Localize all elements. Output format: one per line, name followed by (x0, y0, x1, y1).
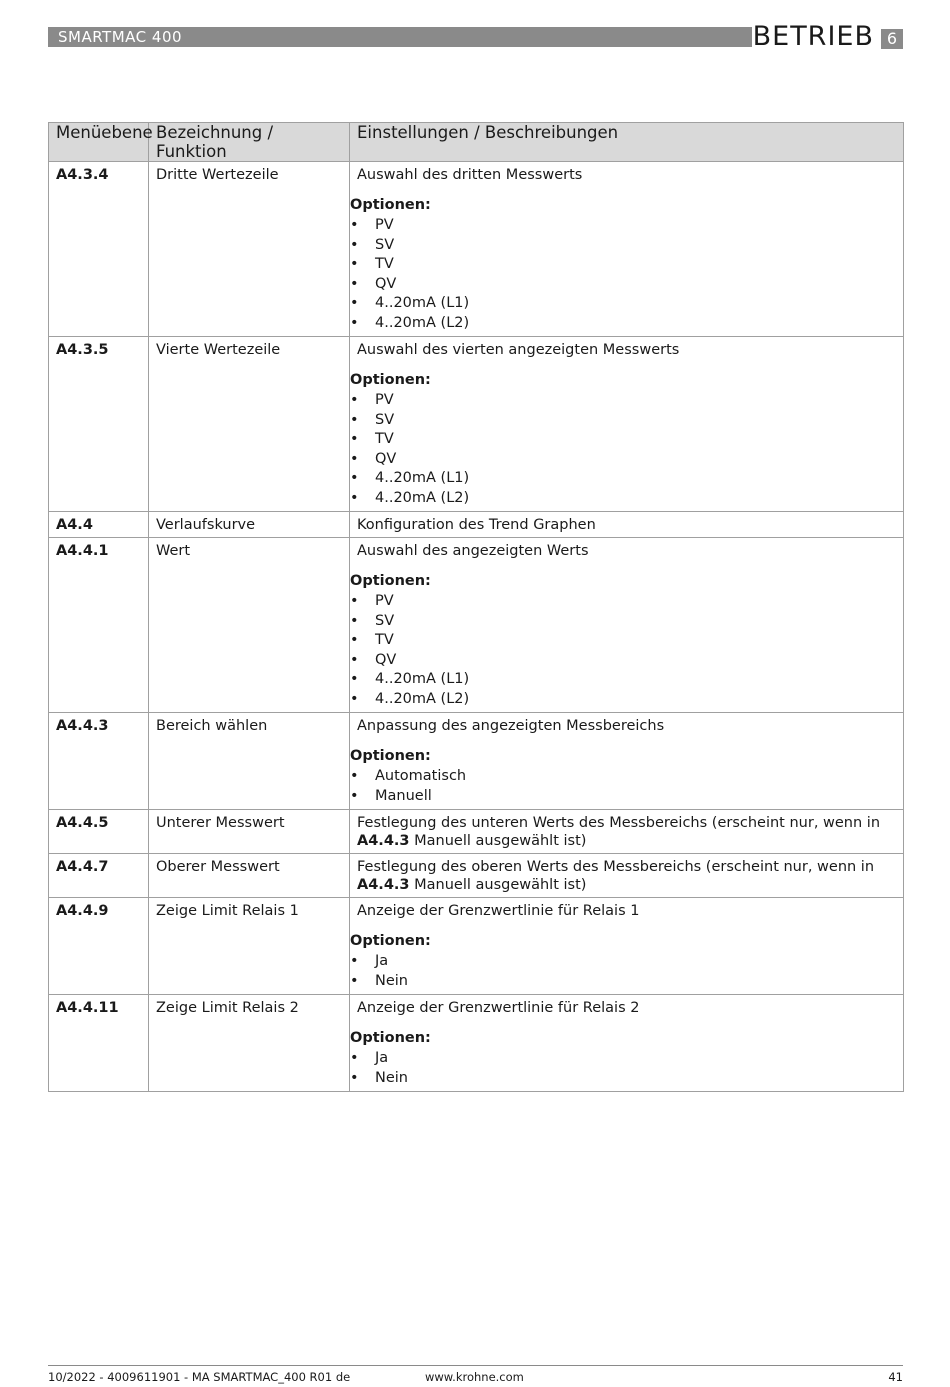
list-item: • TV (350, 631, 896, 651)
list-item: • Ja (350, 952, 896, 972)
options-list (350, 1049, 896, 1088)
table-row (49, 898, 904, 995)
menu-code: A4.3.5 (49, 337, 149, 512)
list-item: • 4..20mA (L1) (350, 294, 896, 314)
description-cell (350, 538, 904, 713)
list-item: • 4..20mA (L2) (350, 690, 896, 710)
menu-code: A4.4.1 (49, 538, 149, 713)
description-text: Anpassung des angezeigten Messbereichs (357, 718, 665, 734)
options-label: Optionen: (350, 933, 431, 949)
product-title: SMARTMAC 400 (58, 28, 183, 46)
list-item: • 4..20mA (L1) (350, 670, 896, 690)
table-header-row (49, 123, 904, 162)
list-item: • SV (350, 236, 896, 256)
page-footer (48, 1365, 903, 1384)
description-cell (350, 337, 904, 512)
description-text: Manuell ausgewählt ist) (409, 833, 587, 849)
options-list (350, 391, 896, 508)
options-label: Optionen: (350, 573, 431, 589)
list-item: • TV (350, 430, 896, 450)
chapter-number: 6 (881, 29, 903, 49)
column-header-description: Einstellungen / Beschreibungen (350, 123, 904, 162)
description-text: Anzeige der Grenzwertlinie für Relais 1 (357, 903, 640, 919)
description-text: Auswahl des vierten angezeigten Messwerts (357, 342, 680, 358)
list-item: • Ja (350, 1049, 896, 1069)
description-cell (350, 512, 904, 538)
menu-reference: A4.4.3 (357, 833, 410, 849)
website-link[interactable]: www.krohne.com (425, 1370, 524, 1384)
list-item: • Automatisch (350, 767, 896, 787)
function-name: Verlaufskurve (149, 512, 350, 538)
function-name: Bereich wählen (149, 713, 350, 810)
description-text: Auswahl des dritten Messwerts (357, 167, 583, 183)
menu-code: A4.4 (49, 512, 149, 538)
menu-code: A4.4.7 (49, 854, 149, 898)
function-name: Dritte Wertezeile (149, 162, 350, 337)
function-name: Vierte Wertezeile (149, 337, 350, 512)
column-header-function: Bezeichnung / Funktion (149, 123, 350, 162)
options-list (350, 216, 896, 333)
table-row (49, 810, 904, 854)
list-item: • QV (350, 651, 896, 671)
list-item: • 4..20mA (L2) (350, 314, 896, 334)
description-text: Festlegung des unteren Werts des Messbereichs (erscheint nur, wenn in (357, 815, 881, 831)
menu-code: A4.4.3 (49, 713, 149, 810)
list-item: • Nein (350, 1069, 896, 1089)
list-item: • Nein (350, 972, 896, 992)
list-item: • 4..20mA (L2) (350, 489, 896, 509)
description-text: Manuell ausgewählt ist) (409, 877, 587, 893)
page-number: 41 (888, 1370, 903, 1384)
column-header-menu-level: Menüebene (49, 123, 149, 162)
options-list (350, 767, 896, 806)
menu-code: A4.4.9 (49, 898, 149, 995)
chapter-title: BETRIEB (752, 21, 874, 52)
options-label: Optionen: (350, 748, 431, 764)
options-label: Optionen: (350, 197, 431, 213)
function-name: Oberer Messwert (149, 854, 350, 898)
list-item: • SV (350, 612, 896, 632)
table-row (49, 713, 904, 810)
list-item: • SV (350, 411, 896, 431)
list-item: • Manuell (350, 787, 896, 807)
list-item: • QV (350, 450, 896, 470)
description-cell (350, 898, 904, 995)
page-header (48, 21, 903, 52)
description-cell (350, 995, 904, 1092)
list-item: • 4..20mA (L1) (350, 469, 896, 489)
table-row (49, 162, 904, 337)
options-label: Optionen: (350, 372, 431, 388)
description-text: Festlegung des oberen Werts des Messbereichs (erscheint nur, wenn in (357, 859, 875, 875)
list-item: • PV (350, 391, 896, 411)
description-cell (350, 854, 904, 898)
list-item: • QV (350, 275, 896, 295)
options-label: Optionen: (350, 1030, 431, 1046)
description-text: Konfiguration des Trend Graphen (357, 517, 596, 533)
table-row (49, 337, 904, 512)
table-row (49, 854, 904, 898)
function-name: Unterer Messwert (149, 810, 350, 854)
description-text: Anzeige der Grenzwertlinie für Relais 2 (357, 1000, 640, 1016)
menu-reference: A4.4.3 (357, 877, 410, 893)
menu-code: A4.4.11 (49, 995, 149, 1092)
table-row (49, 995, 904, 1092)
list-item: • PV (350, 592, 896, 612)
document-reference: 10/2022 - 4009611901 - MA SMARTMAC_400 R01 de (48, 1370, 351, 1384)
list-item: • PV (350, 216, 896, 236)
table-row (49, 512, 904, 538)
options-list (350, 592, 896, 709)
description-text: Auswahl des angezeigten Werts (357, 543, 589, 559)
function-name: Wert (149, 538, 350, 713)
function-name: Zeige Limit Relais 1 (149, 898, 350, 995)
description-cell (350, 713, 904, 810)
options-list (350, 952, 896, 991)
description-cell (350, 810, 904, 854)
header-bar (48, 27, 752, 47)
menu-code: A4.4.5 (49, 810, 149, 854)
menu-code: A4.3.4 (49, 162, 149, 337)
list-item: • TV (350, 255, 896, 275)
menu-table (48, 122, 904, 1092)
function-name: Zeige Limit Relais 2 (149, 995, 350, 1092)
description-cell (350, 162, 904, 337)
table-row (49, 538, 904, 713)
